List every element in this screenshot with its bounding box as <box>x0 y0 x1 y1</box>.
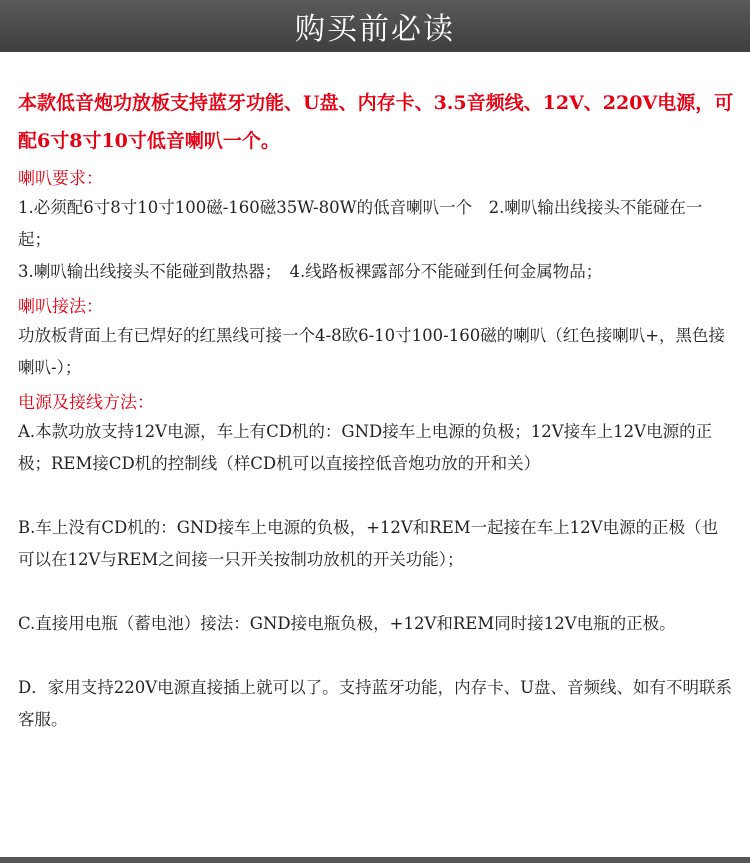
speaker-requirements-line-1: 1.必须配6寸8寸10寸100磁-160磁35W-80W的低音喇叭一个 2.喇叭输出线接头不能碰在一起； <box>18 198 703 249</box>
power-option-d: D．家用支持220V电源直接插上就可以了。支持蓝牙功能，内存卡、U盘、音频线、如有不明联系客服。 <box>18 678 733 729</box>
speaker-requirements-line-2: 3.喇叭输出线接头不能碰到散热器； 4.线路板裸露部分不能碰到任何金属物品； <box>18 262 603 281</box>
speaker-requirements-title: 喇叭要求： <box>18 169 103 189</box>
page-title: 购买前必读 <box>295 12 455 47</box>
content <box>18 84 734 736</box>
power-wiring-title: 电源及接线方法： <box>18 393 154 413</box>
speaker-wiring-title: 喇叭接法： <box>18 297 103 317</box>
page-header <box>0 0 750 52</box>
power-option-c: C.直接用电瓶（蓄电池）接法：GND接电瓶负极，+12V和REM同时接12V电瓶的正极。 <box>18 614 676 633</box>
speaker-wiring-text: 功放板背面上有已焊好的红黑线可接一个4-8欧6-10寸100-160磁的喇叭（红色接喇叭+，黑色接喇叭-）； <box>18 326 726 377</box>
power-option-a: A.本款功放支持12V电源，车上有CD机的：GND接车上电源的负极；12V接车上12V电源的正极；REM接CD机的控制线（样CD机可以直接控低音炮功放的开和关） <box>18 422 713 473</box>
power-option-b: B.车上没有CD机的：GND接车上电源的负极，+12V和REM一起接在车上12V电源的正极（也可以在12V与REM之间接一只开关按制功放机的开关功能）； <box>18 518 719 569</box>
footer-bar <box>0 857 750 863</box>
intro-text: 本款低音炮功放板支持蓝牙功能、U盘、内存卡、3.5音频线、12V、220V电源，可配6寸8寸10寸低音喇叭一个。 <box>18 92 734 152</box>
